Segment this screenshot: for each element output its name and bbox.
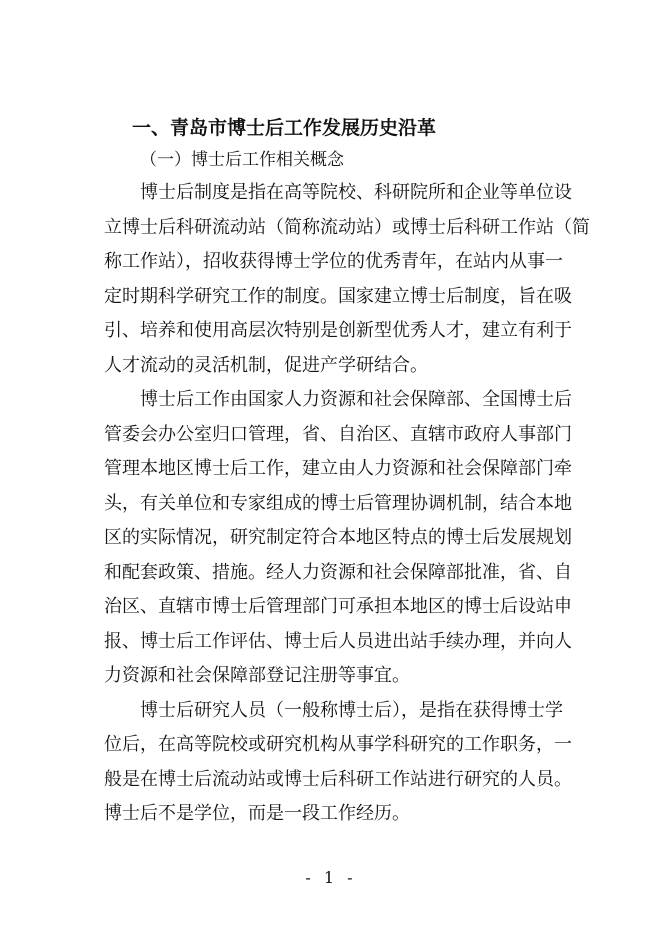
text-line: 博士后研究人员（一般称博士后），是指在获得博士学 <box>140 699 563 721</box>
text-line: 和配套政策、措施。经人力资源和社会保障部批准，省、自 <box>104 561 572 583</box>
text-line: 立博士后科研流动站（简称流动站）或博士后科研工作站（简 <box>104 216 590 238</box>
text-line: 治区、直辖市博士后管理部门可承担本地区的博士后设站申 <box>104 596 572 617</box>
text-line: 头，有关单位和专家组成的博士后管理协调机制，结合本地 <box>104 492 572 514</box>
paragraph <box>104 176 590 383</box>
text-line: 般是在博士后流动站或博士后科研工作站进行研究的人员。 <box>104 768 572 790</box>
text-line: 称工作站），招收获得博士学位的优秀青年，在站内从事一 <box>104 251 563 272</box>
text-line: 区的实际情况，研究制定符合本地区特点的博士后发展规划 <box>104 527 572 548</box>
text-line: 博士后不是学位，而是一段工作经历。 <box>104 803 410 824</box>
text-line: 力资源和社会保障部登记注册等事宜。 <box>104 665 410 686</box>
text-line: 引、培养和使用高层次特别是创新型优秀人才，建立有利于 <box>104 320 572 341</box>
text-line: 管委会办公室归口管理，省、自治区、直辖市政府人事部门 <box>104 423 572 445</box>
section-heading: 一、青岛市博士后工作发展历史沿革 <box>132 117 437 139</box>
paragraph <box>104 694 572 832</box>
subsection-heading: （一）博士后工作相关概念 <box>140 150 344 170</box>
document-body <box>104 114 590 832</box>
text-line: 定时期科学研究工作的制度。国家建立博士后制度，旨在吸 <box>104 285 572 307</box>
text-line: 管理本地区博士后工作，建立由人力资源和社会保障部门牵 <box>104 458 572 479</box>
paragraphs <box>104 176 590 832</box>
text-line: 博士后工作由国家人力资源和社会保障部、全国博士后 <box>140 389 572 410</box>
text-line: 人才流动的灵活机制，促进产学研结合。 <box>104 354 428 376</box>
paragraph <box>104 383 572 694</box>
text-line: 博士后制度是指在高等院校、科研院所和企业等单位设 <box>140 182 572 203</box>
page-number: - 1 - <box>305 868 357 887</box>
text-line: 报、博士后工作评估、博士后人员进出站手续办理，并向人 <box>104 630 572 652</box>
text-line: 位后，在高等院校或研究机构从事学科研究的工作职务，一 <box>104 734 572 755</box>
